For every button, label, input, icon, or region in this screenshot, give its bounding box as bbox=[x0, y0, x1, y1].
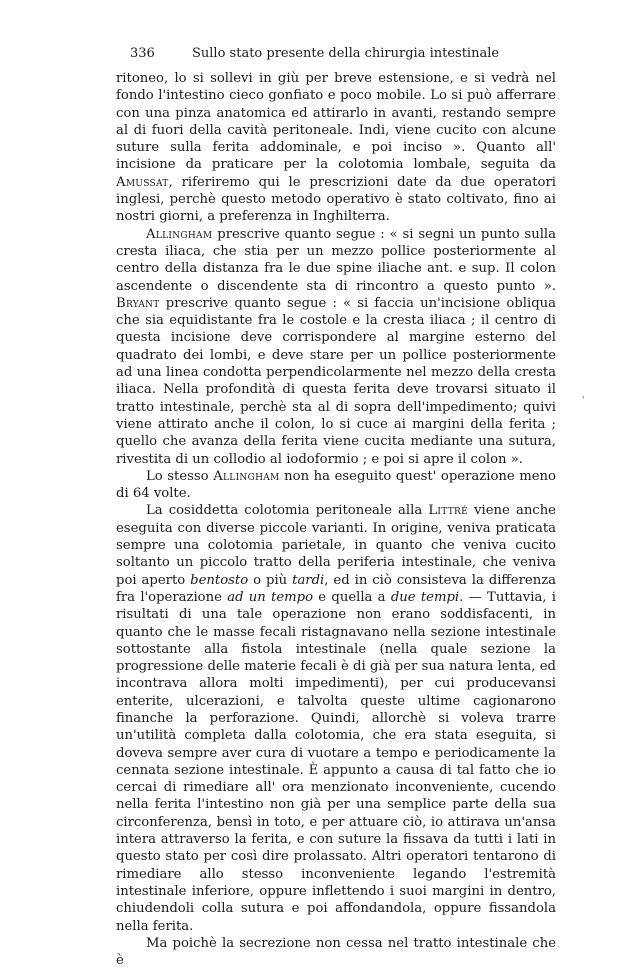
paragraph bbox=[116, 935, 556, 969]
italic-term: bentosto bbox=[190, 572, 249, 588]
text-run: , ed in ciò consisteva la differenza fra l'operazione bbox=[116, 572, 557, 605]
margin-mark: ' bbox=[582, 396, 585, 406]
running-header bbox=[130, 46, 570, 61]
text-run: non ha eseguito quest' operazione meno di 64 volte. bbox=[116, 468, 556, 502]
text-run: prescrive quanto segue : « si segni un punto sulla cresta iliaca, che stia per un mezzo pollice posteriormente al centro della distanza fra le due spine iliache ant. e sup. Il colon ascendente o discendente sta di rincontro a questo punto ». bbox=[116, 226, 556, 294]
author-name: Amussat bbox=[116, 174, 169, 190]
page-number: 336 bbox=[130, 46, 155, 61]
italic-term: tardi bbox=[292, 572, 325, 588]
text-run: prescrive quanto segue : « si faccia un'incisione obliqua che sia equidistante fra le costole e la cresta iliaca ; il centro di questa incisione deve corrispondere al margine esterno del quadrato dei lombi, e deve stare per un pollice posteriormente ad una linea condotta perpendicolarmente nel mezzo della cresta iliaca. Nella profondità di questa ferita deve trovarsi situato il tratto intestinale, perchè sta al di sopra dell'impedimento; quivi viene attirato anche il colon, lo si cuce ai margini della ferita ; quello che avanza della ferita viene cucita mediante una sutura, rivestita di un collodio al iodoformio ; e poi si apre il colon ». bbox=[116, 295, 556, 467]
running-title: Sullo stato presente della chirurgia intestinale bbox=[192, 46, 500, 61]
text-run: Lo stesso bbox=[146, 468, 214, 484]
text-run: . — Tuttavia, i risultati di una tale operazione non erano soddisfacenti, in quanto che le masse fecali ristagnavano nella sezione intestinale sottostante alla fistola intestinale (nella quale sezione la progressione delle materie fecali è di già per sua natura lenta, ed incontrava allora molti impedimenti), per cui producevansi enterite, ulcerazioni, e talvolta queste ultime cagionarono finanche la perforazione. Quindi, allorchè si voleva trarre un'utilità completa dalla colotomia, che era stata eseguita, si doveva sempre aver cura di vuotare a tempo e periodicamente la cennata sezione intestinale. È appunto a causa di tal fatto che io cercai di rimediare all' ora menzionato inconveniente, cucendo nella ferita l'intestino non già per una semplice parte della sua circonferenza, bensì in toto, e per attuare ciò, io attirava un'ansa intera attraverso la ferita, e con suture la fissava da tutti i lati in questo stato per così dire prolassato. Altri operatori tentarono di rimediare allo stesso inconveniente legando l'estremità intestinale inferiore, oppure inflettendo i suoi margini in dentro, chiudendoli colla sutura e poi affondandola, oppure fissandola nella ferita. bbox=[116, 589, 556, 934]
text-run: viene anche eseguita con diverse piccole varianti. In origine, veniva praticata sempre una colotomia parietale, in quanto che veniva cucito soltanto un piccolo tratto della periferia intestinale, che veniva poi aperto bbox=[116, 503, 556, 588]
text-run: , riferiremo qui le prescrizioni date da due operatori inglesi, perchè questo metodo operativo è stato coltivato, fino ai nostri giorni, a preferenza in Inghilterra. bbox=[116, 174, 556, 225]
author-name: Littré bbox=[428, 503, 468, 519]
text-run: e quella a bbox=[313, 589, 391, 605]
paragraph bbox=[116, 226, 556, 468]
text-run: o più bbox=[248, 572, 293, 588]
author-name: Allingham bbox=[213, 468, 280, 484]
italic-term: due tempi bbox=[390, 589, 460, 605]
italic-term: ad un tempo bbox=[227, 589, 314, 605]
paragraph bbox=[116, 468, 556, 503]
text-run: La cosiddetta colotomia peritoneale alla bbox=[146, 503, 429, 519]
author-name: Bryant bbox=[116, 295, 160, 311]
body-text bbox=[116, 70, 556, 969]
text-run: ritoneo, lo si sollevi in giù per breve estensione, e si vedrà nel fondo l'intestino cieco gonfiato e poco mobile. Lo si può afferrare con una pinza anatomica ed attirarlo in avanti, restando sempre al di fuori della cavità peritoneale. Indi, viene cucito con alcune suture sulla ferita addominale, e poi inciso ». Quanto all' incisione da praticare per la colotomia lombale, seguita da bbox=[116, 71, 556, 173]
paragraph bbox=[116, 502, 556, 934]
text-run: Ma poichè la secrezione non cessa nel tratto intestinale che è bbox=[116, 935, 556, 969]
author-name: Allingham bbox=[146, 226, 213, 242]
paragraph bbox=[116, 70, 556, 226]
